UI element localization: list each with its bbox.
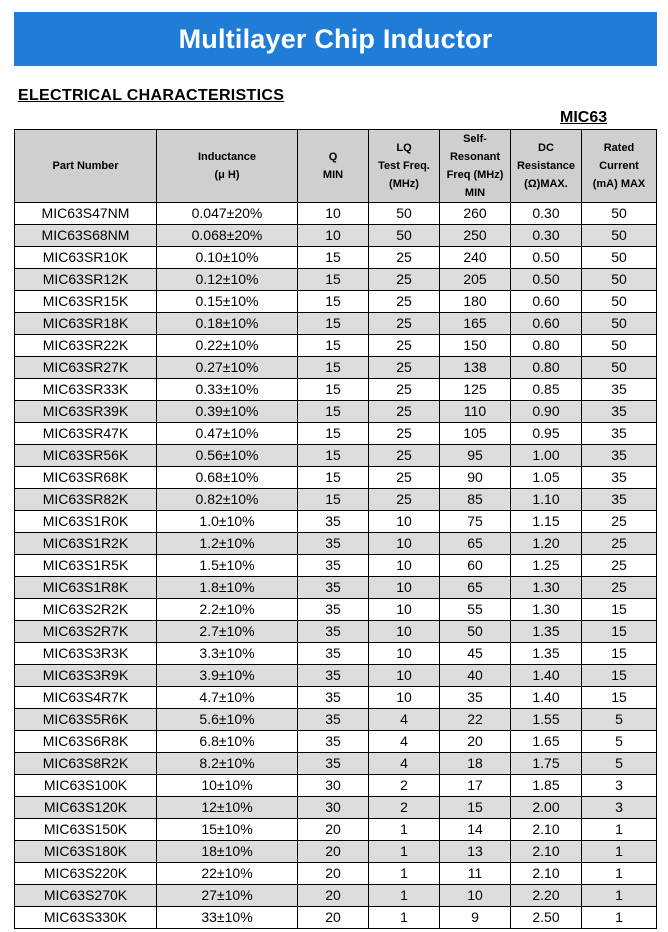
table-row (15, 225, 657, 247)
table-cell: 45 (440, 643, 511, 665)
table-cell: 240 (440, 247, 511, 269)
part-number-cell: MIC63S270K (15, 885, 157, 907)
table-cell: 20 (298, 885, 369, 907)
table-cell: 1 (582, 819, 657, 841)
table-cell: 0.18±10% (157, 313, 298, 335)
table-cell: 15 (298, 445, 369, 467)
table-cell: 95 (440, 445, 511, 467)
part-number-cell: MIC63S5R6K (15, 709, 157, 731)
column-header-line: MIN (322, 169, 344, 181)
table-cell: 25 (582, 555, 657, 577)
table-cell: 35 (298, 511, 369, 533)
table-cell: 25 (369, 291, 440, 313)
table-cell: 60 (440, 555, 511, 577)
table-cell: 5.6±10% (157, 709, 298, 731)
table-cell: 50 (582, 357, 657, 379)
table-cell: 55 (440, 599, 511, 621)
electrical-characteristics-table (14, 129, 657, 929)
table-cell: 15 (582, 665, 657, 687)
table-cell: 1 (582, 863, 657, 885)
table-cell: 1.10 (511, 489, 582, 511)
table-cell: 1.85 (511, 775, 582, 797)
table-cell: 30 (298, 797, 369, 819)
table-cell: 1.25 (511, 555, 582, 577)
table-cell: 35 (582, 467, 657, 489)
table-cell: 0.27±10% (157, 357, 298, 379)
table-cell: 0.80 (511, 335, 582, 357)
column-header-line: (MHz) (389, 178, 419, 190)
table-cell: 15 (298, 401, 369, 423)
table-row (15, 467, 657, 489)
table-cell: 35 (298, 621, 369, 643)
part-number-cell: MIC63S68NM (15, 225, 157, 247)
table-cell: 0.85 (511, 379, 582, 401)
table-cell: 15 (582, 643, 657, 665)
table-cell: 0.50 (511, 247, 582, 269)
part-number-cell: MIC63S8R2K (15, 753, 157, 775)
table-row (15, 841, 657, 863)
page-title: Multilayer Chip Inductor (178, 23, 493, 54)
column-header-line: Q (328, 151, 338, 163)
table-cell: 3 (582, 775, 657, 797)
table-cell: 25 (369, 379, 440, 401)
table-cell: 1.75 (511, 753, 582, 775)
table-row (15, 731, 657, 753)
table-cell: 1.55 (511, 709, 582, 731)
table-cell: 35 (582, 445, 657, 467)
part-number-cell: MIC63SR39K (15, 401, 157, 423)
part-number-cell: MIC63S1R5K (15, 555, 157, 577)
table-cell: 2.50 (511, 907, 582, 929)
table-cell: 50 (369, 203, 440, 225)
part-number-cell: MIC63SR10K (15, 247, 157, 269)
table-cell: 50 (582, 269, 657, 291)
table-row (15, 621, 657, 643)
table-cell: 25 (369, 313, 440, 335)
table-cell: 35 (298, 687, 369, 709)
column-header-line: (μ H) (214, 169, 240, 181)
table-cell: 0.30 (511, 225, 582, 247)
table-cell: 0.60 (511, 313, 582, 335)
table-cell: 9 (440, 907, 511, 929)
table-row (15, 379, 657, 401)
table-cell: 10 (369, 555, 440, 577)
column-header-line: Inductance (197, 151, 257, 163)
table-cell: 15 (298, 247, 369, 269)
table-row (15, 291, 657, 313)
table-cell: 35 (582, 423, 657, 445)
table-cell: 50 (582, 225, 657, 247)
table-cell: 1.20 (511, 533, 582, 555)
table-cell: 35 (582, 379, 657, 401)
table-cell: 10 (369, 687, 440, 709)
table-cell: 1.2±10% (157, 533, 298, 555)
table-cell: 27±10% (157, 885, 298, 907)
table-cell: 1 (369, 885, 440, 907)
table-cell: 10 (369, 533, 440, 555)
part-number-cell: MIC63SR12K (15, 269, 157, 291)
part-number-cell: MIC63SR18K (15, 313, 157, 335)
table-cell: 35 (298, 709, 369, 731)
table-cell: 165 (440, 313, 511, 335)
part-number-cell: MIC63SR22K (15, 335, 157, 357)
column-header (157, 130, 298, 203)
part-number-cell: MIC63S3R3K (15, 643, 157, 665)
table-cell: 250 (440, 225, 511, 247)
table-body (15, 203, 657, 929)
table-row (15, 445, 657, 467)
table-cell: 25 (369, 445, 440, 467)
table-row (15, 247, 657, 269)
table-cell: 65 (440, 577, 511, 599)
table-cell: 8.2±10% (157, 753, 298, 775)
table-cell: 25 (582, 577, 657, 599)
table-cell: 10 (369, 621, 440, 643)
table-cell: 50 (582, 247, 657, 269)
table-row (15, 885, 657, 907)
table-cell: 10 (298, 203, 369, 225)
table-cell: 15 (582, 621, 657, 643)
table-cell: 65 (440, 533, 511, 555)
table-cell: 50 (582, 335, 657, 357)
table-cell: 10 (369, 577, 440, 599)
table-cell: 5 (582, 753, 657, 775)
table-cell: 50 (582, 203, 657, 225)
table-cell: 15 (298, 489, 369, 511)
table-cell: 35 (298, 577, 369, 599)
table-cell: 25 (582, 533, 657, 555)
table-row (15, 753, 657, 775)
part-number-cell: MIC63S1R2K (15, 533, 157, 555)
table-row (15, 775, 657, 797)
part-number-cell: MIC63S2R7K (15, 621, 157, 643)
table-cell: 35 (298, 533, 369, 555)
table-cell: 15 (298, 335, 369, 357)
table-cell: 25 (369, 467, 440, 489)
table-cell: 1.05 (511, 467, 582, 489)
table-cell: 22 (440, 709, 511, 731)
column-header-line: Self- (463, 133, 487, 145)
table-cell: 10±10% (157, 775, 298, 797)
part-number-cell: MIC63S6R8K (15, 731, 157, 753)
column-header-line: DC (538, 142, 554, 154)
table-cell: 0.80 (511, 357, 582, 379)
column-header-line: Rated (603, 142, 635, 154)
table-cell: 2.10 (511, 863, 582, 885)
column-header-line: (Ω)MAX. (524, 178, 568, 190)
table-cell: 4 (369, 731, 440, 753)
column-header-line: Part Number (52, 160, 119, 172)
table-cell: 4 (369, 709, 440, 731)
table-cell: 1.35 (511, 643, 582, 665)
table-cell: 2.00 (511, 797, 582, 819)
table-row (15, 423, 657, 445)
table-cell: 0.60 (511, 291, 582, 313)
part-number-cell: MIC63SR56K (15, 445, 157, 467)
table-cell: 40 (440, 665, 511, 687)
table-cell: 1.35 (511, 621, 582, 643)
table-cell: 90 (440, 467, 511, 489)
table-cell: 0.68±10% (157, 467, 298, 489)
table-cell: 110 (440, 401, 511, 423)
table-cell: 6.8±10% (157, 731, 298, 753)
table-cell: 260 (440, 203, 511, 225)
column-header (15, 130, 157, 203)
table-cell: 1 (369, 863, 440, 885)
table-row (15, 203, 657, 225)
table-cell: 18 (440, 753, 511, 775)
table-cell: 35 (298, 731, 369, 753)
table-cell: 1 (369, 841, 440, 863)
table-cell: 3 (582, 797, 657, 819)
table-row (15, 335, 657, 357)
part-number-cell: MIC63S100K (15, 775, 157, 797)
table-cell: 1.0±10% (157, 511, 298, 533)
table-cell: 0.47±10% (157, 423, 298, 445)
table-row (15, 313, 657, 335)
table-cell: 25 (369, 423, 440, 445)
series-label: MIC63 (560, 109, 608, 126)
table-cell: 15 (582, 687, 657, 709)
table-cell: 125 (440, 379, 511, 401)
part-number-cell: MIC63S4R7K (15, 687, 157, 709)
table-cell: 105 (440, 423, 511, 445)
column-header-line: Freq (MHz) (446, 169, 504, 181)
table-cell: 0.50 (511, 269, 582, 291)
table-cell: 15 (298, 269, 369, 291)
table-cell: 1 (369, 819, 440, 841)
table-cell: 25 (369, 357, 440, 379)
table-cell: 25 (369, 247, 440, 269)
column-header-line: MIN (464, 187, 486, 199)
table-cell: 35 (298, 643, 369, 665)
table-cell: 15 (298, 357, 369, 379)
part-number-cell: MIC63S47NM (15, 203, 157, 225)
part-number-cell: MIC63S150K (15, 819, 157, 841)
table-cell: 30 (298, 775, 369, 797)
table-cell: 5 (582, 731, 657, 753)
table-cell: 2.2±10% (157, 599, 298, 621)
part-number-cell: MIC63S2R2K (15, 599, 157, 621)
part-number-cell: MIC63S120K (15, 797, 157, 819)
table-cell: 0.82±10% (157, 489, 298, 511)
part-number-cell: MIC63S220K (15, 863, 157, 885)
table-cell: 35 (298, 753, 369, 775)
table-cell: 50 (582, 313, 657, 335)
column-header-line: Resonant (449, 151, 501, 163)
table-cell: 25 (369, 401, 440, 423)
table-row (15, 511, 657, 533)
part-number-cell: MIC63SR82K (15, 489, 157, 511)
table-cell: 50 (440, 621, 511, 643)
table-cell: 35 (440, 687, 511, 709)
table-cell: 1 (582, 841, 657, 863)
table-cell: 0.39±10% (157, 401, 298, 423)
part-number-cell: MIC63SR68K (15, 467, 157, 489)
table-cell: 50 (582, 291, 657, 313)
table-cell: 2 (369, 775, 440, 797)
table-cell: 85 (440, 489, 511, 511)
table-cell: 5 (582, 709, 657, 731)
table-cell: 1.8±10% (157, 577, 298, 599)
table-cell: 20 (298, 841, 369, 863)
table-cell: 4.7±10% (157, 687, 298, 709)
column-header (298, 130, 369, 203)
table-cell: 1.30 (511, 577, 582, 599)
table-cell: 1 (582, 885, 657, 907)
table-row (15, 599, 657, 621)
table-cell: 1.40 (511, 665, 582, 687)
table-cell: 3.9±10% (157, 665, 298, 687)
table-cell: 150 (440, 335, 511, 357)
table-row (15, 489, 657, 511)
table-cell: 22±10% (157, 863, 298, 885)
table-cell: 0.10±10% (157, 247, 298, 269)
table-cell: 20 (298, 819, 369, 841)
table-cell: 35 (298, 555, 369, 577)
table-row (15, 533, 657, 555)
table-cell: 14 (440, 819, 511, 841)
table-cell: 2.10 (511, 819, 582, 841)
table-cell: 35 (582, 401, 657, 423)
column-header (511, 130, 582, 203)
table-cell: 3.3±10% (157, 643, 298, 665)
table-row (15, 555, 657, 577)
table-cell: 35 (582, 489, 657, 511)
table-row (15, 863, 657, 885)
table-row (15, 577, 657, 599)
table-cell: 10 (298, 225, 369, 247)
table-row (15, 819, 657, 841)
table-row (15, 643, 657, 665)
table-cell: 50 (369, 225, 440, 247)
table-cell: 15 (298, 423, 369, 445)
table-cell: 0.33±10% (157, 379, 298, 401)
column-header-line: LQ (396, 142, 412, 154)
table-row (15, 797, 657, 819)
table-row (15, 357, 657, 379)
part-number-cell: MIC63S330K (15, 907, 157, 929)
table-cell: 10 (369, 599, 440, 621)
table-cell: 11 (440, 863, 511, 885)
table-cell: 2.10 (511, 841, 582, 863)
table-cell: 12±10% (157, 797, 298, 819)
table-cell: 2.20 (511, 885, 582, 907)
table-cell: 180 (440, 291, 511, 313)
table-cell: 15 (298, 313, 369, 335)
table-cell: 1.30 (511, 599, 582, 621)
table-row (15, 907, 657, 929)
table-cell: 25 (369, 269, 440, 291)
column-header (440, 130, 511, 203)
table-cell: 0.068±20% (157, 225, 298, 247)
table-cell: 15±10% (157, 819, 298, 841)
table-cell: 10 (369, 643, 440, 665)
table-cell: 15 (440, 797, 511, 819)
column-header-line: Test Freq. (378, 160, 430, 172)
part-number-cell: MIC63S180K (15, 841, 157, 863)
table-cell: 0.56±10% (157, 445, 298, 467)
column-header-line: Resistance (516, 160, 576, 172)
table-cell: 2 (369, 797, 440, 819)
header-row (15, 130, 657, 203)
column-header-line: (mA) MAX (592, 178, 646, 190)
table-cell: 0.22±10% (157, 335, 298, 357)
table-cell: 0.12±10% (157, 269, 298, 291)
part-number-cell: MIC63SR27K (15, 357, 157, 379)
table-cell: 33±10% (157, 907, 298, 929)
table-cell: 20 (440, 731, 511, 753)
table-cell: 15 (298, 291, 369, 313)
part-number-cell: MIC63S1R8K (15, 577, 157, 599)
part-number-cell: MIC63S1R0K (15, 511, 157, 533)
title-banner (14, 12, 657, 66)
part-number-cell: MIC63SR15K (15, 291, 157, 313)
table-cell: 1.5±10% (157, 555, 298, 577)
table-cell: 10 (440, 885, 511, 907)
table-cell: 4 (369, 753, 440, 775)
table-cell: 0.90 (511, 401, 582, 423)
table-cell: 0.95 (511, 423, 582, 445)
part-number-cell: MIC63SR33K (15, 379, 157, 401)
table-row (15, 665, 657, 687)
part-number-cell: MIC63S3R9K (15, 665, 157, 687)
table-cell: 17 (440, 775, 511, 797)
table-row (15, 269, 657, 291)
table-row (15, 687, 657, 709)
table-cell: 0.15±10% (157, 291, 298, 313)
table-cell: 2.7±10% (157, 621, 298, 643)
table-cell: 35 (298, 665, 369, 687)
column-header (582, 130, 657, 203)
section-title: ELECTRICAL CHARACTERISTICS (18, 87, 285, 104)
table-cell: 10 (369, 511, 440, 533)
part-number-cell: MIC63SR47K (15, 423, 157, 445)
table-cell: 20 (298, 907, 369, 929)
table-row (15, 401, 657, 423)
table-cell: 0.047±20% (157, 203, 298, 225)
table-cell: 1 (369, 907, 440, 929)
table-cell: 1.40 (511, 687, 582, 709)
column-header (369, 130, 440, 203)
table-cell: 205 (440, 269, 511, 291)
table-cell: 15 (298, 379, 369, 401)
table-cell: 75 (440, 511, 511, 533)
table-cell: 1.15 (511, 511, 582, 533)
table-cell: 13 (440, 841, 511, 863)
table-cell: 25 (369, 335, 440, 357)
table-cell: 15 (298, 467, 369, 489)
table-header (15, 130, 657, 203)
table-cell: 0.30 (511, 203, 582, 225)
table-cell: 35 (298, 599, 369, 621)
table-cell: 25 (369, 489, 440, 511)
table-cell: 10 (369, 665, 440, 687)
table-cell: 20 (298, 863, 369, 885)
table-cell: 18±10% (157, 841, 298, 863)
table-cell: 138 (440, 357, 511, 379)
column-header-line: Current (599, 160, 639, 172)
table-cell: 1.00 (511, 445, 582, 467)
table-cell: 25 (582, 511, 657, 533)
table-cell: 1 (582, 907, 657, 929)
table-cell: 1.65 (511, 731, 582, 753)
table-row (15, 709, 657, 731)
table-cell: 15 (582, 599, 657, 621)
